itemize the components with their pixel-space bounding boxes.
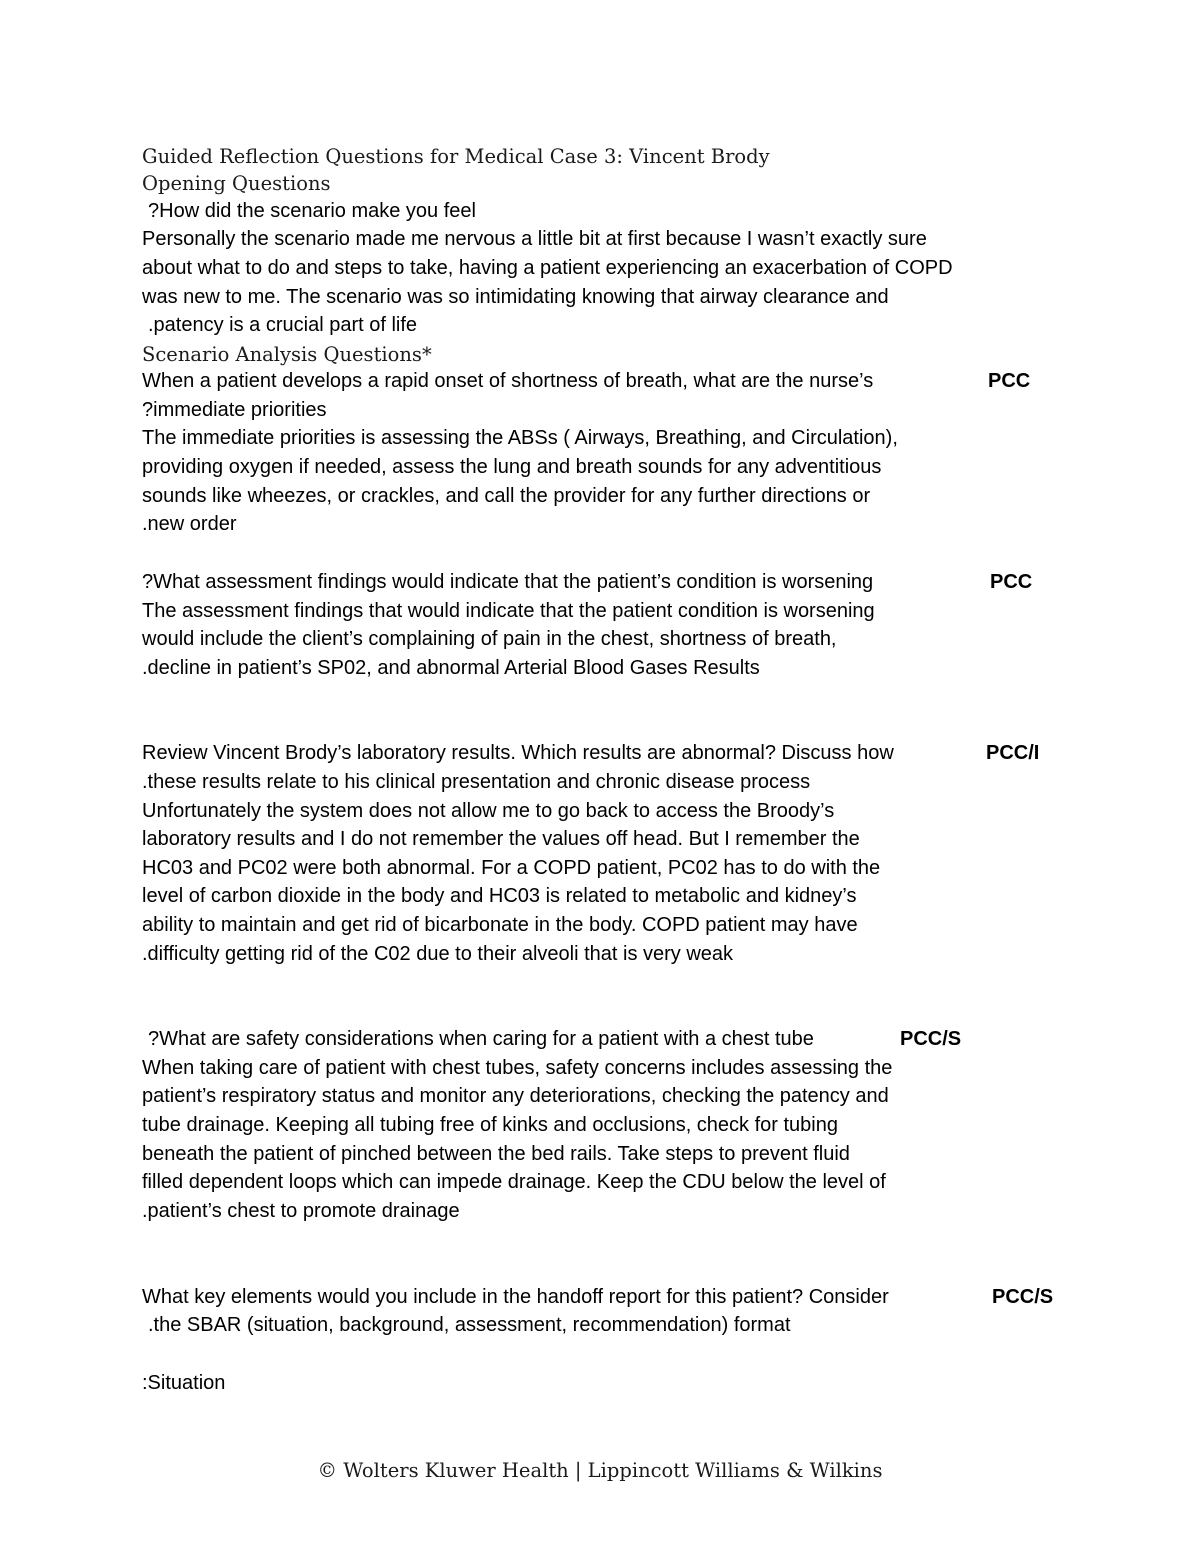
question-1: ?How did the scenario make you feel	[148, 200, 476, 222]
situation-label: :Situation	[142, 1372, 226, 1394]
answer-2-line: providing oxygen if needed, assess the lung and breath sounds for any adventitious	[142, 456, 882, 478]
section-heading-opening: Opening Questions	[142, 172, 331, 195]
copyright-footer: © Wolters Kluwer Health | Lippincott Williams & Wilkins	[317, 1459, 883, 1482]
question-3: ?What assessment findings would indicate that the patient’s condition is worsening	[142, 571, 874, 593]
answer-3-line: The assessment findings that would indicate that the patient condition is worsening	[142, 600, 875, 622]
question-5: ?What are safety considerations when caring for a patient with a chest tube	[148, 1028, 814, 1050]
answer-4-line: level of carbon dioxide in the body and HC03 is related to metabolic and kidney’s	[142, 885, 857, 907]
question-4-tag: PCC/I	[986, 742, 1040, 764]
answer-4-line: laboratory results and I do not remember the values off head. But I remember the	[142, 828, 860, 850]
answer-1-line: Personally the scenario made me nervous a little bit at first because I wasn’t exactly sure	[142, 228, 927, 250]
answer-1-line: was new to me. The scenario was so intimidating knowing that airway clearance and	[142, 286, 889, 308]
answer-1-line: .patency is a crucial part of life	[148, 314, 418, 336]
question-2-line: When a patient develops a rapid onset of shortness of breath, what are the nurse’s	[142, 370, 874, 392]
answer-2-line: sounds like wheezes, or crackles, and call the provider for any further directions or	[142, 485, 871, 507]
answer-3-line: would include the client’s complaining of pain in the chest, shortness of breath,	[142, 628, 837, 650]
question-2-line: ?immediate priorities	[142, 399, 327, 421]
section-heading-analysis: Scenario Analysis Questions*	[142, 343, 432, 366]
question-3-tag: PCC	[990, 571, 1033, 593]
answer-4-line: .difficulty getting rid of the C02 due to their alveoli that is very weak	[142, 943, 734, 965]
answer-1-line: about what to do and steps to take, having a patient experiencing an exacerbation of COPD	[142, 257, 953, 279]
question-2-tag: PCC	[988, 370, 1031, 392]
answer-3-line: .decline in patient’s SP02, and abnormal Arterial Blood Gases Results	[142, 657, 760, 679]
question-6-tag: PCC/S	[992, 1286, 1054, 1308]
answer-5-line: When taking care of patient with chest tubes, safety concerns includes assessing the	[142, 1057, 893, 1079]
answer-5-line: filled dependent loops which can impede drainage. Keep the CDU below the level of	[142, 1171, 886, 1193]
answer-4-line: ability to maintain and get rid of bicarbonate in the body. COPD patient may have	[142, 914, 858, 936]
answer-5-line: tube drainage. Keeping all tubing free of kinks and occlusions, check for tubing	[142, 1114, 838, 1136]
answer-4-line: Unfortunately the system does not allow me to go back to access the Broody’s	[142, 800, 835, 822]
question-5-tag: PCC/S	[900, 1028, 962, 1050]
answer-5-line: .patient’s chest to promote drainage	[142, 1200, 460, 1222]
question-4-line: Review Vincent Brody’s laboratory results. Which results are abnormal? Discuss how	[142, 742, 894, 764]
answer-5-line: patient’s respiratory status and monitor any deteriorations, checking the patency and	[142, 1085, 889, 1107]
question-6-line: .the SBAR (situation, background, assessment, recommendation) format	[148, 1314, 791, 1336]
question-4-line: .these results relate to his clinical presentation and chronic disease process	[142, 771, 811, 793]
answer-4-line: HC03 and PC02 were both abnormal. For a COPD patient, PC02 has to do with the	[142, 857, 881, 879]
question-6-line: What key elements would you include in the handoff report for this patient? Consider	[142, 1286, 889, 1308]
document-title: Guided Reflection Questions for Medical Case 3: Vincent Brody	[142, 145, 770, 168]
answer-5-line: beneath the patient of pinched between the bed rails. Take steps to prevent fluid	[142, 1143, 850, 1165]
answer-2-line: The immediate priorities is assessing the ABSs ( Airways, Breathing, and Circulation),	[142, 427, 898, 449]
answer-2-line: .new order	[142, 513, 237, 535]
